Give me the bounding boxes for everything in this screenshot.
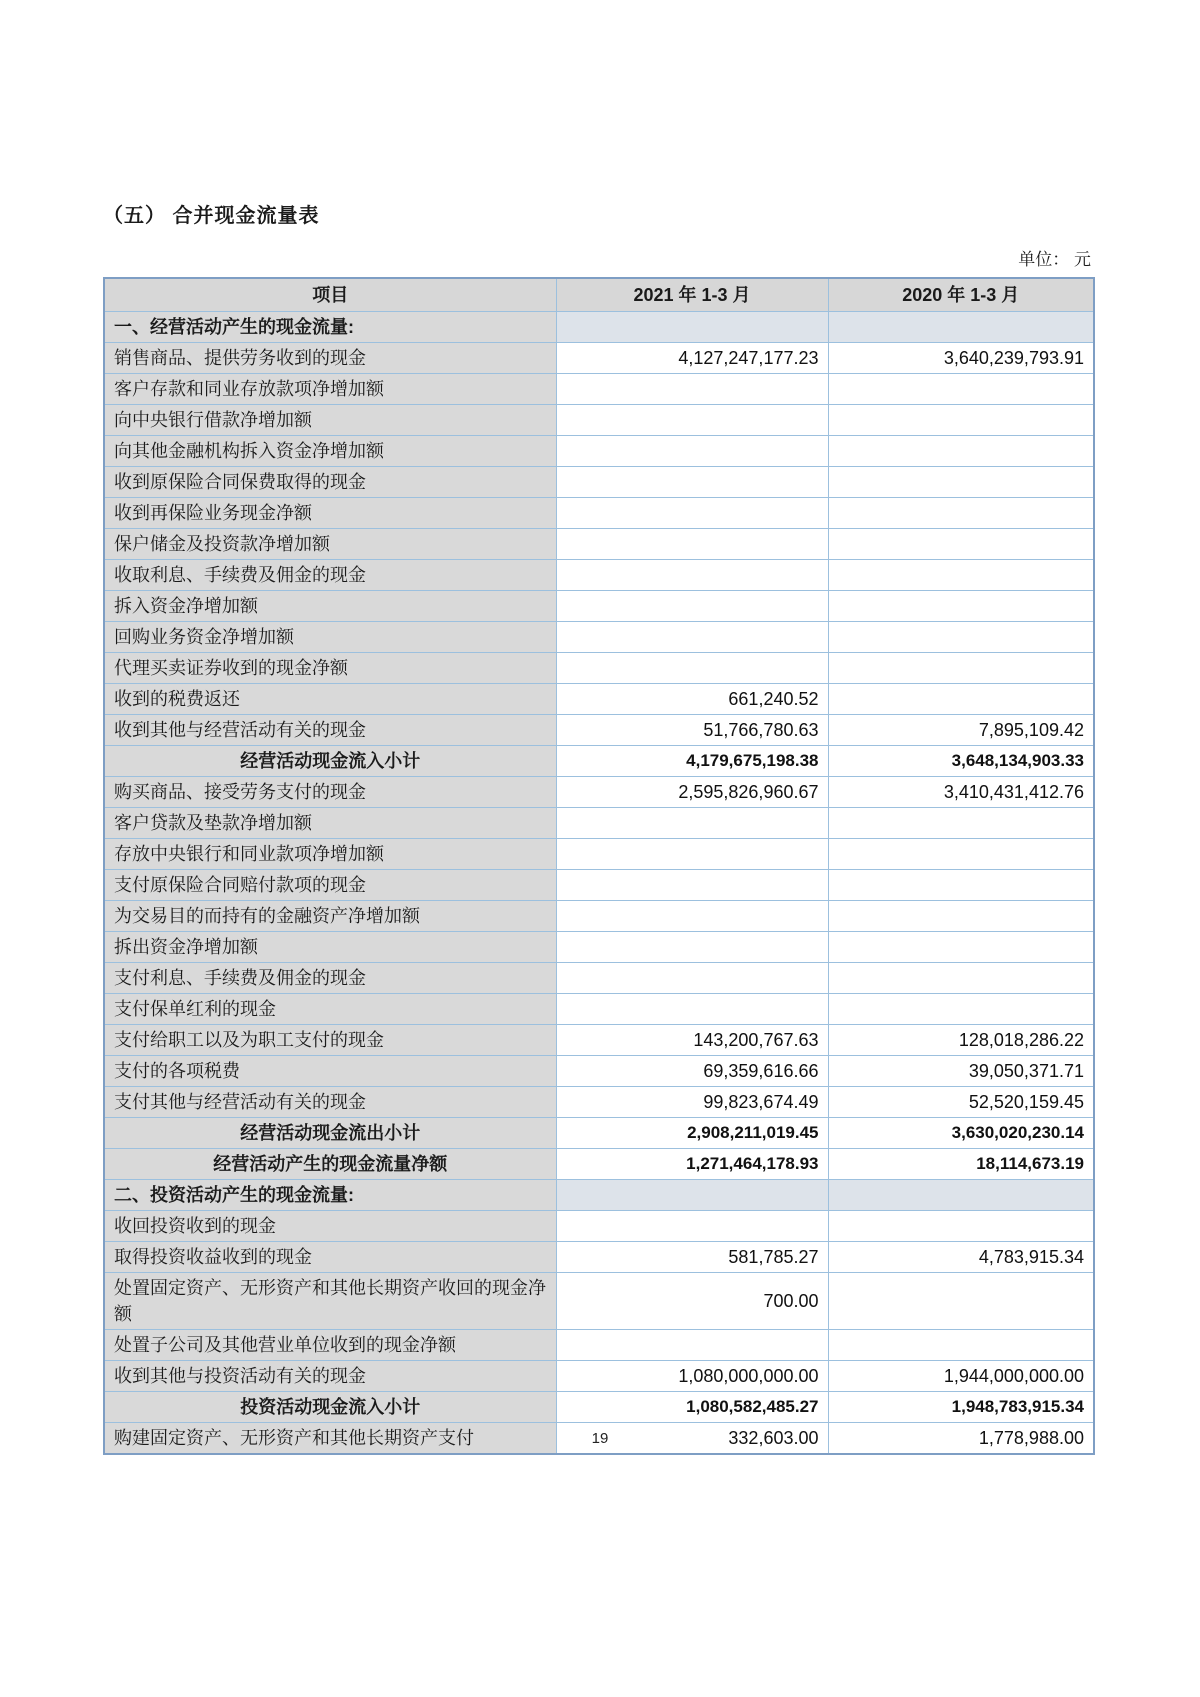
row-label-cell: 支付的各项税费 (104, 1055, 556, 1086)
table-row (104, 590, 1094, 621)
table-row (104, 1179, 1094, 1210)
value-2021-cell (556, 869, 828, 900)
table-row (104, 311, 1094, 342)
row-label-cell: 保户储金及投资款净增加额 (104, 528, 556, 559)
value-2020-cell (828, 497, 1094, 528)
row-label-cell: 收到再保险业务现金净额 (104, 497, 556, 528)
row-label-cell: 拆入资金净增加额 (104, 590, 556, 621)
value-2021-cell (556, 621, 828, 652)
value-2021-cell (556, 962, 828, 993)
row-label-cell: 收到原保险合同保费取得的现金 (104, 466, 556, 497)
value-2020-cell (828, 869, 1094, 900)
table-row (104, 993, 1094, 1024)
value-2020-cell (828, 528, 1094, 559)
row-label-cell: 销售商品、提供劳务收到的现金 (104, 342, 556, 373)
row-label-cell: 回购业务资金净增加额 (104, 621, 556, 652)
value-2020-cell: 52,520,159.45 (828, 1086, 1094, 1117)
table-row (104, 435, 1094, 466)
value-2021-cell (556, 590, 828, 621)
row-label-cell: 支付利息、手续费及佣金的现金 (104, 962, 556, 993)
value-2020-cell (828, 962, 1094, 993)
value-2020-cell (828, 1272, 1094, 1329)
value-2021-cell: 581,785.27 (556, 1241, 828, 1272)
value-2021-cell (556, 931, 828, 962)
value-2020-cell: 1,944,000,000.00 (828, 1360, 1094, 1391)
value-2020-cell: 18,114,673.19 (828, 1148, 1094, 1179)
table-row (104, 900, 1094, 931)
value-2021-cell (556, 404, 828, 435)
row-label-cell: 取得投资收益收到的现金 (104, 1241, 556, 1272)
table-row (104, 683, 1094, 714)
table-row (104, 714, 1094, 745)
row-label-cell: 经营活动现金流出小计 (104, 1117, 556, 1148)
table-row (104, 745, 1094, 776)
column-header-item: 项目 (104, 278, 556, 311)
value-2020-cell (828, 466, 1094, 497)
row-label-cell: 支付其他与经营活动有关的现金 (104, 1086, 556, 1117)
row-label-cell: 客户贷款及垫款净增加额 (104, 807, 556, 838)
row-label-cell: 收到其他与经营活动有关的现金 (104, 714, 556, 745)
value-2020-cell (828, 590, 1094, 621)
value-2020-cell (828, 900, 1094, 931)
table-row (104, 869, 1094, 900)
value-2020-cell: 3,648,134,903.33 (828, 745, 1094, 776)
row-label-cell: 收回投资收到的现金 (104, 1210, 556, 1241)
page-title: （五） 合并现金流量表 (103, 205, 320, 227)
value-2021-cell: 2,595,826,960.67 (556, 776, 828, 807)
table-row (104, 1210, 1094, 1241)
unit-label: 单位： 元 (1018, 250, 1091, 269)
table-row (104, 1329, 1094, 1360)
row-label-cell: 投资活动现金流入小计 (104, 1391, 556, 1422)
row-label-cell: 向其他金融机构拆入资金净增加额 (104, 435, 556, 466)
value-2020-cell (828, 652, 1094, 683)
value-2020-cell (828, 807, 1094, 838)
row-label-cell: 经营活动现金流入小计 (104, 745, 556, 776)
value-2020-cell (828, 559, 1094, 590)
row-label-cell: 处置固定资产、无形资产和其他长期资产收回的现金净额 (104, 1272, 556, 1329)
value-2020-cell (828, 1329, 1094, 1360)
column-header-2021: 2021 年 1-3 月 (556, 278, 828, 311)
row-label-cell: 收到的税费返还 (104, 683, 556, 714)
value-2020-cell (828, 993, 1094, 1024)
row-label-cell: 存放中央银行和同业款项净增加额 (104, 838, 556, 869)
table-row (104, 373, 1094, 404)
value-2020-cell: 7,895,109.42 (828, 714, 1094, 745)
table-row (104, 776, 1094, 807)
value-2021-cell: 143,200,767.63 (556, 1024, 828, 1055)
table-row (104, 1055, 1094, 1086)
row-label-cell: 为交易目的而持有的金融资产净增加额 (104, 900, 556, 931)
value-2020-cell: 1,948,783,915.34 (828, 1391, 1094, 1422)
row-label-cell: 支付给职工以及为职工支付的现金 (104, 1024, 556, 1055)
value-2020-cell (828, 435, 1094, 466)
table-row (104, 1148, 1094, 1179)
table-row (104, 621, 1094, 652)
value-2021-cell (556, 652, 828, 683)
value-2020-cell: 128,018,286.22 (828, 1024, 1094, 1055)
row-label-cell: 一、经营活动产生的现金流量: (104, 311, 556, 342)
row-label-cell: 向中央银行借款净增加额 (104, 404, 556, 435)
value-2021-cell (556, 559, 828, 590)
value-2021-cell: 332,603.00 (556, 1422, 828, 1454)
value-2021-cell: 1,080,000,000.00 (556, 1360, 828, 1391)
value-2020-cell: 4,783,915.34 (828, 1241, 1094, 1272)
table-row (104, 1360, 1094, 1391)
value-2020-cell: 39,050,371.71 (828, 1055, 1094, 1086)
value-2021-cell (556, 993, 828, 1024)
value-2021-cell (556, 435, 828, 466)
row-label-cell: 二、投资活动产生的现金流量: (104, 1179, 556, 1210)
table-row (104, 1391, 1094, 1422)
value-2020-cell: 3,630,020,230.14 (828, 1117, 1094, 1148)
table-row (104, 1272, 1094, 1329)
value-2021-cell: 4,179,675,198.38 (556, 745, 828, 776)
table-header-row (104, 278, 1094, 311)
value-2021-cell (556, 528, 828, 559)
value-2021-cell (556, 311, 828, 342)
row-label-cell: 收到其他与投资活动有关的现金 (104, 1360, 556, 1391)
value-2020-cell (828, 311, 1094, 342)
value-2021-cell (556, 1179, 828, 1210)
value-2021-cell: 99,823,674.49 (556, 1086, 828, 1117)
value-2020-cell (828, 931, 1094, 962)
table-row (104, 652, 1094, 683)
table-row (104, 497, 1094, 528)
value-2021-cell (556, 497, 828, 528)
value-2021-cell: 700.00 (556, 1272, 828, 1329)
row-label-cell: 支付原保险合同赔付款项的现金 (104, 869, 556, 900)
value-2021-cell (556, 1210, 828, 1241)
table-row (104, 807, 1094, 838)
value-2021-cell (556, 373, 828, 404)
value-2021-cell: 1,080,582,485.27 (556, 1391, 828, 1422)
row-label-cell: 拆出资金净增加额 (104, 931, 556, 962)
value-2020-cell (828, 1179, 1094, 1210)
table-row (104, 962, 1094, 993)
cashflow-table (103, 277, 1095, 1455)
page-content (103, 204, 1093, 1455)
value-2020-cell (828, 683, 1094, 714)
row-label-cell: 代理买卖证券收到的现金净额 (104, 652, 556, 683)
table-row (104, 931, 1094, 962)
value-2020-cell (828, 404, 1094, 435)
row-label-cell: 处置子公司及其他营业单位收到的现金净额 (104, 1329, 556, 1360)
value-2021-cell (556, 466, 828, 497)
value-2021-cell: 661,240.52 (556, 683, 828, 714)
table-row (104, 838, 1094, 869)
page-number: 19 (591, 1430, 609, 1447)
table-row (104, 1086, 1094, 1117)
value-2021-cell (556, 1329, 828, 1360)
value-2020-cell: 3,410,431,412.76 (828, 776, 1094, 807)
table-row (104, 404, 1094, 435)
value-2020-cell (828, 838, 1094, 869)
value-2021-cell (556, 807, 828, 838)
table-row (104, 1024, 1094, 1055)
value-2021-cell: 2,908,211,019.45 (556, 1117, 828, 1148)
table-row (104, 342, 1094, 373)
row-label-cell: 购买商品、接受劳务支付的现金 (104, 776, 556, 807)
row-label-cell: 客户存款和同业存放款项净增加额 (104, 373, 556, 404)
column-header-2020: 2020 年 1-3 月 (828, 278, 1094, 311)
value-2020-cell (828, 621, 1094, 652)
row-label-cell: 收取利息、手续费及佣金的现金 (104, 559, 556, 590)
row-label-cell: 经营活动产生的现金流量净额 (104, 1148, 556, 1179)
row-label-cell: 支付保单红利的现金 (104, 993, 556, 1024)
table-row (104, 559, 1094, 590)
value-2021-cell (556, 838, 828, 869)
value-2021-cell: 51,766,780.63 (556, 714, 828, 745)
table-row (104, 1241, 1094, 1272)
value-2020-cell (828, 1210, 1094, 1241)
table-row (104, 528, 1094, 559)
value-2020-cell: 1,778,988.00 (828, 1422, 1094, 1454)
value-2021-cell (556, 900, 828, 931)
value-2020-cell: 3,640,239,793.91 (828, 342, 1094, 373)
value-2021-cell: 69,359,616.66 (556, 1055, 828, 1086)
table-row (104, 466, 1094, 497)
value-2021-cell: 1,271,464,178.93 (556, 1148, 828, 1179)
table-row (104, 1117, 1094, 1148)
value-2020-cell (828, 373, 1094, 404)
value-2021-cell: 4,127,247,177.23 (556, 342, 828, 373)
row-label-cell: 购建固定资产、无形资产和其他长期资产支付 (104, 1422, 556, 1454)
